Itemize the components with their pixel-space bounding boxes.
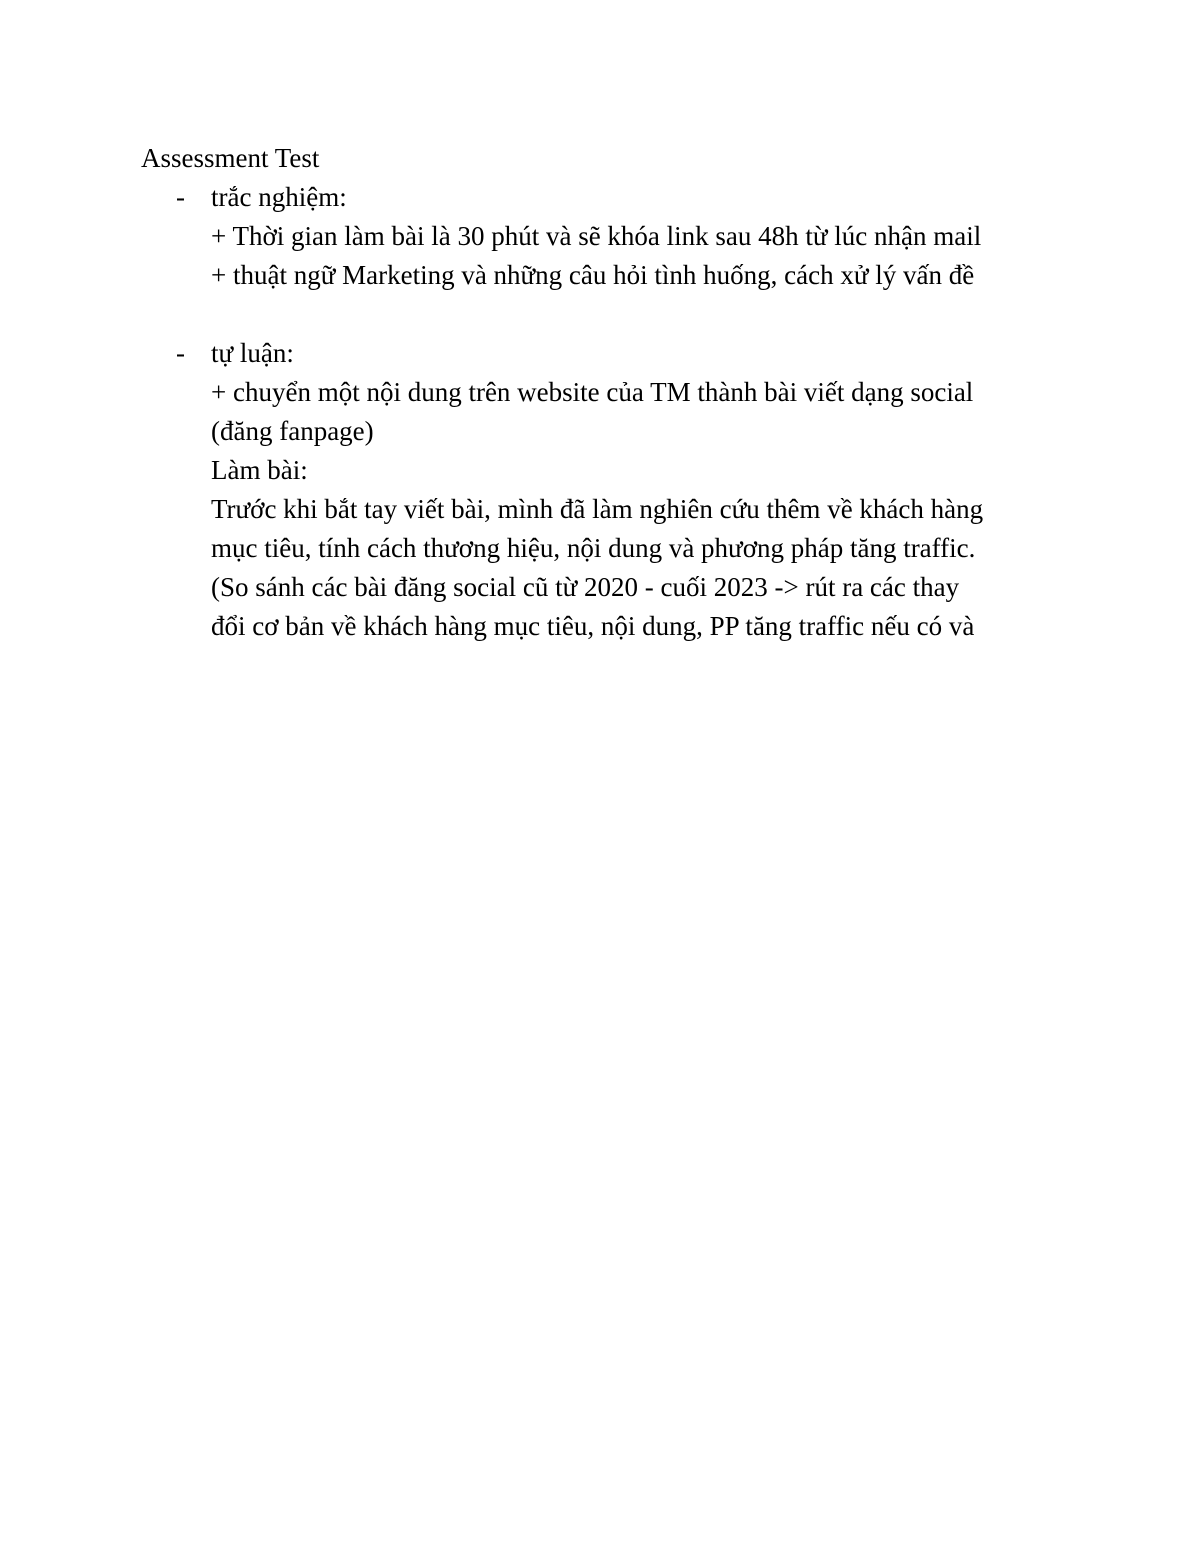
section-line: (So sánh các bài đăng social cũ từ 2020 - cuối 2023 -> rút ra các thay xyxy=(211,572,960,602)
section-line: Làm bài: xyxy=(211,455,308,485)
section-heading-essay: tự luận: xyxy=(211,338,294,368)
section-line: đổi cơ bản về khách hàng mục tiêu, nội dung, PP tăng traffic nếu có và xyxy=(211,611,975,641)
document-title: Assessment Test xyxy=(141,143,320,173)
section-line: + Thời gian làm bài là 30 phút và sẽ khóa link sau 48h từ lúc nhận mail xyxy=(211,221,982,251)
bullet-dash: - xyxy=(176,338,185,368)
section-line: + thuật ngữ Marketing và những câu hỏi tình huống, cách xử lý vấn đề xyxy=(211,260,975,290)
section-line: Trước khi bắt tay viết bài, mình đã làm nghiên cứu thêm về khách hàng xyxy=(211,494,984,524)
bullet-dash: - xyxy=(176,182,185,212)
section-heading-multiple-choice: trắc nghiệm: xyxy=(211,182,347,212)
section-line: + chuyển một nội dung trên website của TM thành bài viết dạng social xyxy=(211,377,974,407)
section-line: mục tiêu, tính cách thương hiệu, nội dung và phương pháp tăng traffic. xyxy=(211,533,976,563)
section-line: (đăng fanpage) xyxy=(211,416,374,446)
